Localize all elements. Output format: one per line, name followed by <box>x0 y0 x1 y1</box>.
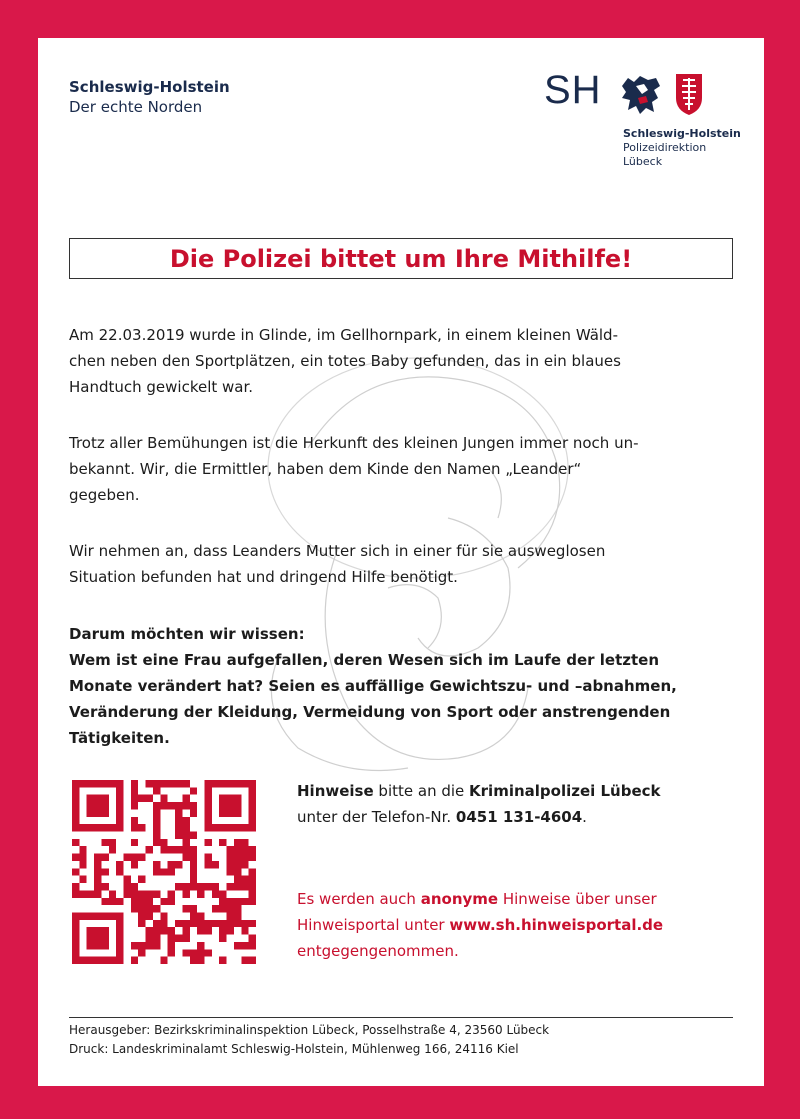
qr-module <box>160 802 167 809</box>
qr-module <box>190 883 197 890</box>
qr-code-icon[interactable] <box>72 780 256 964</box>
hint-text: bitte an die <box>373 782 470 800</box>
qr-module <box>249 883 256 890</box>
qr-module <box>234 912 241 919</box>
qr-module <box>175 832 182 839</box>
anon-pre: Es werden auch <box>297 890 421 908</box>
qr-module <box>168 898 175 905</box>
qr-module <box>249 957 256 964</box>
qr-module <box>241 861 248 868</box>
qr-module <box>182 802 189 809</box>
brand-title: Schleswig-Holstein <box>69 78 230 96</box>
qr-module <box>190 787 197 794</box>
qr-module <box>234 883 241 890</box>
qr-module <box>168 890 175 897</box>
qr-module <box>182 846 189 853</box>
qr-module <box>175 935 182 942</box>
qr-module <box>219 795 241 817</box>
text-line: Trotz aller Bemühungen ist die Herkunft des kleinen Jungen immer noch un- <box>69 434 639 452</box>
qr-module <box>160 927 167 934</box>
qr-module <box>249 935 256 942</box>
qr-module <box>131 780 138 787</box>
qr-module <box>131 795 138 802</box>
qr-module <box>94 890 101 897</box>
qr-module <box>241 942 248 949</box>
qr-module <box>101 883 108 890</box>
qr-module <box>87 927 109 949</box>
text-line: bekannt. Wir, die Ermittler, haben dem Kinde den Namen „Leander“ <box>69 460 582 478</box>
text-line: Monate verändert hat? Seien es auffällige Gewichtszu- und –abnahmen, <box>69 677 677 695</box>
qr-module <box>234 942 241 949</box>
qr-module <box>146 795 153 802</box>
qr-module <box>153 861 160 868</box>
flyer-page <box>38 38 764 1086</box>
qr-module <box>241 846 248 853</box>
qr-module <box>160 780 167 787</box>
qr-module <box>138 890 145 897</box>
qr-module <box>182 824 189 831</box>
qr-module <box>175 846 182 853</box>
qr-module <box>124 876 131 883</box>
text-line: Situation befunden hat und dringend Hilfe benötigt. <box>69 568 458 586</box>
qr-module <box>234 861 241 868</box>
qr-module <box>153 942 160 949</box>
qr-module <box>131 854 138 861</box>
qr-module <box>72 839 79 846</box>
qr-module <box>168 846 175 853</box>
qr-module <box>160 868 167 875</box>
paragraph-discovery <box>69 322 739 400</box>
qr-module <box>138 876 145 883</box>
qr-module <box>160 898 167 905</box>
text-line: Tätigkeiten. <box>69 729 170 747</box>
text-line: gegeben. <box>69 486 140 504</box>
qr-module <box>190 868 197 875</box>
qr-module <box>146 905 153 912</box>
qr-module <box>138 898 145 905</box>
qr-module <box>197 949 204 956</box>
logo-line-city: Lübeck <box>623 155 663 168</box>
qr-module <box>146 846 153 853</box>
qr-module <box>219 957 226 964</box>
qr-module <box>153 787 160 794</box>
qr-module <box>190 949 197 956</box>
qr-module <box>212 905 219 912</box>
anonymous-block <box>297 886 737 964</box>
qr-module <box>212 890 219 897</box>
qr-module <box>204 839 211 846</box>
qr-module <box>190 920 197 927</box>
qr-module <box>138 905 145 912</box>
qr-module <box>190 876 197 883</box>
qr-module <box>101 854 108 861</box>
phone-number[interactable]: 0451 131-4604 <box>455 808 583 826</box>
qr-module <box>241 927 248 934</box>
qr-module <box>153 824 160 831</box>
qr-module <box>197 942 204 949</box>
qr-module <box>204 927 211 934</box>
brand-subtitle: Der echte Norden <box>69 98 203 116</box>
qr-module <box>241 957 248 964</box>
qr-module <box>212 861 219 868</box>
qr-module <box>124 883 131 890</box>
qr-module <box>241 920 248 927</box>
qr-module <box>131 787 138 794</box>
qr-module <box>168 935 175 942</box>
qr-module <box>197 927 204 934</box>
qr-module <box>241 876 248 883</box>
qr-module <box>146 912 153 919</box>
logo-line-department: Polizeidirektion <box>623 141 707 154</box>
qr-module <box>131 802 138 809</box>
qr-module <box>182 817 189 824</box>
anon-line2-pre: Hinweisportal unter <box>297 916 450 934</box>
qr-module <box>72 890 79 897</box>
qr-module <box>175 809 182 816</box>
qr-module <box>175 780 182 787</box>
lion-icon <box>618 72 664 116</box>
qr-module <box>116 861 123 868</box>
question-block <box>69 621 739 751</box>
qr-module <box>204 920 211 927</box>
qr-module <box>175 883 182 890</box>
qr-module <box>72 868 79 875</box>
qr-module <box>153 802 160 809</box>
qr-module <box>190 846 197 853</box>
qr-module <box>131 861 138 868</box>
qr-module <box>168 780 175 787</box>
qr-module <box>153 817 160 824</box>
qr-module <box>241 854 248 861</box>
qr-module <box>190 832 197 839</box>
qr-module <box>153 935 160 942</box>
qr-module <box>197 912 204 919</box>
qr-module <box>160 795 167 802</box>
anon-mid: Hinweise über unser <box>498 890 657 908</box>
qr-module <box>138 920 145 927</box>
qr-module <box>79 861 86 868</box>
qr-module <box>182 854 189 861</box>
qr-module <box>227 912 234 919</box>
footer-printer: Druck: Landeskriminalamt Schleswig-Holstein, Mühlenweg 166, 24116 Kiel <box>69 1042 519 1056</box>
qr-module <box>131 898 138 905</box>
text-line: Darum möchten wir wissen: <box>69 625 305 643</box>
contact-line-2 <box>297 804 737 830</box>
qr-module <box>138 795 145 802</box>
qr-module <box>175 824 182 831</box>
qr-module <box>124 854 131 861</box>
text-line: Handtuch gewickelt war. <box>69 378 254 396</box>
qr-module <box>138 949 145 956</box>
qr-module <box>249 854 256 861</box>
qr-module <box>227 868 234 875</box>
qr-module <box>182 927 189 934</box>
qr-module <box>182 920 189 927</box>
qr-module <box>168 861 175 868</box>
qr-module <box>160 920 167 927</box>
qr-module <box>227 927 234 934</box>
qr-module <box>168 942 175 949</box>
qr-module <box>160 846 167 853</box>
qr-module <box>146 927 153 934</box>
qr-module <box>153 832 160 839</box>
qr-module <box>190 957 197 964</box>
qr-module <box>182 795 189 802</box>
qr-module <box>234 868 241 875</box>
qr-module <box>87 890 94 897</box>
qr-module <box>219 839 226 846</box>
qr-module <box>131 883 138 890</box>
qr-module <box>227 905 234 912</box>
logo-mark: SH <box>544 68 602 112</box>
qr-module <box>241 883 248 890</box>
qr-module <box>182 905 189 912</box>
qr-module <box>190 802 197 809</box>
qr-module <box>175 861 182 868</box>
qr-module <box>138 942 145 949</box>
qr-module <box>227 920 234 927</box>
anon-line-2 <box>297 912 737 938</box>
text-line: Am 22.03.2019 wurde in Glinde, im Gellhornpark, in einem kleinen Wäld- <box>69 326 618 344</box>
qr-module <box>101 898 108 905</box>
qr-module <box>153 890 160 897</box>
text-line: Wir nehmen an, dass Leanders Mutter sich in einer für sie ausweglosen <box>69 542 606 560</box>
qr-module <box>109 839 116 846</box>
qr-module <box>79 890 86 897</box>
qr-module <box>219 935 226 942</box>
headline: Die Polizei bittet um Ihre Mithilfe! <box>169 244 633 273</box>
qr-module <box>182 935 189 942</box>
qr-module <box>131 839 138 846</box>
qr-module <box>227 861 234 868</box>
qr-module <box>94 861 101 868</box>
qr-module <box>146 890 153 897</box>
qr-module <box>175 802 182 809</box>
qr-module <box>101 839 108 846</box>
qr-module <box>197 883 204 890</box>
phone-end: . <box>582 808 587 826</box>
qr-module <box>249 890 256 897</box>
qr-module <box>197 957 204 964</box>
text-line: Veränderung der Kleidung, Vermeidung von Sport oder anstrengenden <box>69 703 671 721</box>
qr-module <box>131 817 138 824</box>
qr-module <box>131 890 138 897</box>
text-line: Wem ist eine Frau aufgefallen, deren Wesen sich im Laufe der letzten <box>69 651 660 669</box>
anon-bold: anonyme <box>420 890 499 908</box>
qr-module <box>116 868 123 875</box>
phone-label: unter der Telefon-Nr. <box>297 808 456 826</box>
qr-module <box>79 854 86 861</box>
qr-module <box>146 935 153 942</box>
qr-module <box>72 883 79 890</box>
qr-module <box>160 957 167 964</box>
qr-module <box>146 898 153 905</box>
qr-module <box>227 898 234 905</box>
qr-module <box>153 905 160 912</box>
qr-module <box>101 868 108 875</box>
qr-module <box>249 876 256 883</box>
qr-module <box>87 795 109 817</box>
qr-module <box>219 927 226 934</box>
qr-module <box>197 890 204 897</box>
qr-module <box>227 854 234 861</box>
qr-module <box>234 920 241 927</box>
hint-label: Hinweise <box>297 782 374 800</box>
qr-module <box>234 905 241 912</box>
anon-line-1 <box>297 886 737 912</box>
qr-module <box>160 839 167 846</box>
qr-module <box>94 876 101 883</box>
qr-module <box>72 854 79 861</box>
contact-block <box>297 778 737 830</box>
logo-line-state: Schleswig-Holstein <box>623 127 741 140</box>
qr-module <box>109 890 116 897</box>
qr-module <box>168 802 175 809</box>
qr-module <box>190 861 197 868</box>
paragraph-mother <box>69 538 739 590</box>
qr-module <box>138 854 145 861</box>
qr-module <box>138 912 145 919</box>
qr-module <box>234 846 241 853</box>
qr-module <box>219 890 226 897</box>
logo-caption <box>623 127 741 169</box>
qr-module <box>182 780 189 787</box>
qr-module <box>153 839 160 846</box>
footer-divider <box>69 1017 733 1018</box>
qr-module <box>153 780 160 787</box>
qr-module <box>234 839 241 846</box>
headline-box <box>69 238 733 279</box>
qr-module <box>197 920 204 927</box>
qr-module <box>190 912 197 919</box>
qr-module <box>182 832 189 839</box>
qr-module <box>249 868 256 875</box>
nettle-leaf-icon <box>674 72 704 116</box>
qr-module <box>234 854 241 861</box>
qr-module <box>94 868 101 875</box>
qr-module <box>182 949 189 956</box>
qr-module <box>109 898 116 905</box>
qr-module <box>219 905 226 912</box>
qr-module <box>241 898 248 905</box>
qr-module <box>131 942 138 949</box>
qr-module <box>131 905 138 912</box>
qr-module <box>153 868 160 875</box>
portal-url-link[interactable]: www.sh.hinweisportal.de <box>449 916 664 934</box>
qr-module <box>204 949 211 956</box>
qr-module <box>190 854 197 861</box>
qr-module <box>131 957 138 964</box>
footer-publisher: Herausgeber: Bezirkskriminalinspektion Lübeck, Posselhstraße 4, 23560 Lübeck <box>69 1023 550 1037</box>
qr-module <box>153 920 160 927</box>
qr-module <box>168 949 175 956</box>
contact-line-1 <box>297 778 737 804</box>
qr-module <box>249 898 256 905</box>
qr-module <box>79 846 86 853</box>
qr-module <box>153 927 160 934</box>
qr-module <box>182 890 189 897</box>
qr-module <box>94 883 101 890</box>
qr-module <box>182 839 189 846</box>
paragraph-identity <box>69 430 739 508</box>
qr-module <box>168 868 175 875</box>
qr-module <box>116 898 123 905</box>
qr-module <box>212 920 219 927</box>
qr-module <box>190 809 197 816</box>
qr-module <box>204 854 211 861</box>
qr-module <box>190 905 197 912</box>
qr-module <box>219 920 226 927</box>
qr-module <box>160 912 167 919</box>
qr-module <box>234 876 241 883</box>
qr-module <box>241 839 248 846</box>
qr-module <box>146 780 153 787</box>
qr-module <box>124 890 131 897</box>
qr-module <box>131 824 138 831</box>
police-unit: Kriminalpolizei Lübeck <box>469 782 661 800</box>
qr-module <box>79 876 86 883</box>
qr-module <box>109 846 116 853</box>
qr-module <box>94 854 101 861</box>
text-line: chen neben den Sportplätzen, ein totes Baby gefunden, das in ein blaues <box>69 352 621 370</box>
qr-module <box>234 898 241 905</box>
qr-module <box>175 817 182 824</box>
qr-module <box>249 942 256 949</box>
qr-module <box>204 883 211 890</box>
qr-module <box>138 824 145 831</box>
qr-module <box>249 920 256 927</box>
qr-module <box>249 846 256 853</box>
anon-line-3: entgegengenommen. <box>297 942 459 960</box>
qr-module <box>227 883 234 890</box>
qr-module <box>168 927 175 934</box>
qr-module <box>146 942 153 949</box>
qr-module <box>175 920 182 927</box>
qr-module <box>204 861 211 868</box>
qr-module <box>153 809 160 816</box>
qr-module <box>227 846 234 853</box>
qr-module <box>212 883 219 890</box>
qr-module <box>182 883 189 890</box>
qr-module <box>219 898 226 905</box>
